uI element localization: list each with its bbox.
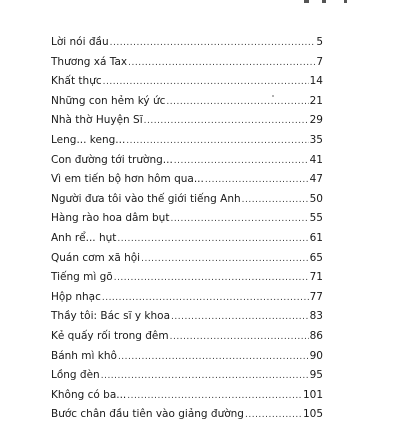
toc-entry xyxy=(51,92,323,112)
toc-dot-leader xyxy=(110,34,316,54)
toc-entry xyxy=(51,386,323,406)
toc-dot-leader xyxy=(170,210,308,230)
cropped-glyph xyxy=(322,0,326,3)
toc-entry-title: Người đưa tôi vào thế giới tiếng Anh xyxy=(51,192,241,205)
toc-entry xyxy=(51,268,323,288)
toc-entry xyxy=(51,249,323,269)
paper-speck xyxy=(272,95,274,97)
toc-entry xyxy=(51,327,323,347)
toc-entry-page: 95 xyxy=(309,369,323,382)
toc-entry-page: 21 xyxy=(309,94,323,107)
toc-dot-leader xyxy=(128,54,315,74)
toc-entry xyxy=(51,209,323,229)
toc-entry xyxy=(51,170,323,190)
toc-dot-leader xyxy=(171,308,309,328)
toc-entry-page: 77 xyxy=(309,290,323,303)
toc-entry-title: Leng... keng... xyxy=(51,133,126,146)
toc-entry xyxy=(51,53,323,73)
cropped-top-line xyxy=(300,0,352,6)
toc-entry-page: 83 xyxy=(309,310,323,323)
toc-dot-leader xyxy=(101,367,309,387)
toc-entry-title: Lồng đèn xyxy=(51,369,100,382)
toc-dot-leader xyxy=(144,112,309,132)
toc-dot-leader xyxy=(245,406,302,426)
toc-entry-title: Con đường tới trường... xyxy=(51,153,173,166)
toc-entry-page: 14 xyxy=(309,75,323,88)
toc-dot-leader xyxy=(126,132,308,152)
toc-entry-title: Lời nói đầu xyxy=(51,36,109,48)
toc-dot-leader xyxy=(205,171,309,191)
toc-dot-leader xyxy=(170,328,309,348)
toc-entry-title: Anh rể... hụt xyxy=(51,231,117,244)
cropped-glyph xyxy=(344,0,347,3)
toc-entry xyxy=(51,111,323,131)
toc-entry-title: Bánh mì khô xyxy=(51,349,117,362)
toc-entry-page: 5 xyxy=(316,36,323,48)
toc-dot-leader xyxy=(166,93,308,113)
toc-dot-leader xyxy=(103,73,309,93)
toc-entry xyxy=(51,72,323,92)
toc-dot-leader xyxy=(102,289,309,309)
toc-entry-title: Khất thực xyxy=(51,75,102,88)
toc-entry xyxy=(51,33,323,53)
toc-entry-title: Nhà thờ Huyện Sĩ xyxy=(51,114,143,127)
toc-entry-title: Hộp nhạc xyxy=(51,290,101,303)
toc-entry-page: 47 xyxy=(309,173,323,186)
toc-entry-title: Kẻ quấy rối trong đêm xyxy=(51,329,169,342)
toc-entry-title: Hàng rào hoa dâm bụt xyxy=(51,212,170,225)
toc-entry-page: 105 xyxy=(302,408,323,421)
toc-entry xyxy=(51,288,323,308)
toc-entry-title: Quán cơm xã hội xyxy=(51,251,141,264)
toc-entry-page: 65 xyxy=(309,251,323,264)
toc-dot-leader xyxy=(242,191,309,211)
toc-entry-title: Vì em tiến bộ hơn hôm qua... xyxy=(51,173,204,186)
toc-entry-page: 55 xyxy=(309,212,323,225)
toc-entry-title: Tiếng mì gõ xyxy=(51,271,113,284)
toc-entry-page: 86 xyxy=(309,329,323,342)
toc-entry xyxy=(51,229,323,249)
toc-entry-title: Những con hẻm ký ức xyxy=(51,94,166,107)
toc-entry-title: Bước chân đầu tiên vào giảng đường xyxy=(51,408,244,421)
toc-dot-leader xyxy=(118,348,309,368)
toc-entry-page: 61 xyxy=(309,231,323,244)
toc-dot-leader xyxy=(117,230,308,250)
toc-entry-page: 29 xyxy=(309,114,323,127)
toc-entry-page: 71 xyxy=(309,271,323,284)
toc-entry xyxy=(51,151,323,171)
toc-entry-page: 101 xyxy=(302,388,323,401)
toc-entry xyxy=(51,347,323,367)
toc-entry xyxy=(51,366,323,386)
toc-dot-leader xyxy=(114,269,309,289)
toc-entry-title: Thầy tôi: Bác sĩ y khoa xyxy=(51,310,171,323)
toc-dot-leader xyxy=(174,152,309,172)
toc-entry-title: Thương xá Tax xyxy=(51,55,128,68)
toc-entry-page: 90 xyxy=(309,349,323,362)
toc-entry-page: 50 xyxy=(309,192,323,205)
toc-entry-page: 7 xyxy=(316,55,323,68)
table-of-contents xyxy=(51,33,323,425)
toc-entry xyxy=(51,307,323,327)
toc-entry-page: 35 xyxy=(309,133,323,146)
toc-entry xyxy=(51,131,323,151)
toc-entry xyxy=(51,405,323,425)
cropped-glyph xyxy=(304,0,309,3)
toc-entry-page: 41 xyxy=(309,153,323,166)
toc-dot-leader xyxy=(141,250,309,270)
toc-dot-leader xyxy=(127,387,302,407)
toc-entry xyxy=(51,190,323,210)
toc-entry-title: Không có ba... xyxy=(51,388,127,401)
